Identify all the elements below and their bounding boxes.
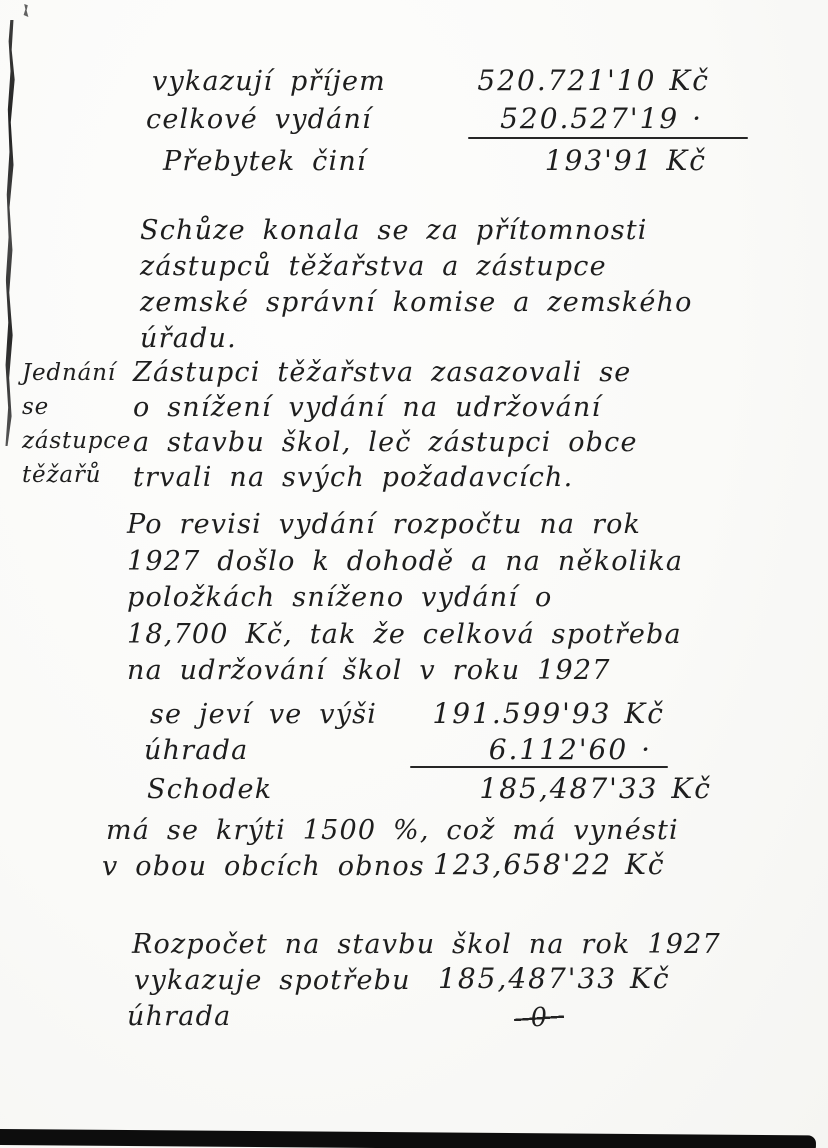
total-expense-label: celkové vydání bbox=[146, 104, 372, 135]
paragraph-negotiation bbox=[133, 355, 638, 495]
surcharge-both-villages-label: v obou obcích obnos bbox=[102, 851, 425, 882]
sum-underline-deficit bbox=[410, 766, 668, 768]
handwritten-line: úřadu. bbox=[140, 323, 237, 354]
handwritten-line: Schůze konala se za přítomnosti bbox=[140, 215, 648, 246]
construction-coverage-label: úhrada bbox=[127, 1001, 232, 1032]
construction-consumption-amount: 185,487'33 Kč bbox=[438, 962, 671, 995]
construction-budget-title: Rozpočet na stavbu škol na rok 1927 bbox=[132, 929, 721, 960]
income-amount: 520.721'10 Kč bbox=[477, 64, 710, 97]
sum-underline-top bbox=[468, 137, 748, 139]
paragraph-budget-revision bbox=[127, 507, 683, 690]
handwritten-line: a stavbu škol, leč zástupci obce bbox=[133, 427, 638, 458]
handwritten-line: na udržování škol v roku 1927 bbox=[127, 655, 611, 686]
handwritten-line: 18,700 Kč, tak že celková spotřeba bbox=[127, 618, 682, 650]
surplus-label: Přebytek činí bbox=[163, 146, 367, 177]
scan-left-edge-artifact bbox=[5, 20, 16, 446]
margin-note-line: těžařů bbox=[22, 462, 102, 488]
paragraph-meeting-presence bbox=[140, 213, 693, 357]
scan-corner-speck bbox=[23, 4, 29, 17]
handwritten-line: zástupců těžařstva a zástupce bbox=[140, 251, 607, 282]
handwritten-line: položkách sníženo vydání o bbox=[127, 582, 553, 613]
coverage-label: úhrada bbox=[144, 735, 249, 766]
margin-note-line: Jednání bbox=[22, 360, 116, 386]
handwritten-line: trvali na svých požadavcích. bbox=[133, 462, 574, 493]
handwritten-line: Zástupci těžařstva zasazovali se bbox=[133, 357, 632, 388]
margin-note bbox=[22, 356, 131, 492]
expense-height-label: se jeví ve výši bbox=[150, 699, 378, 730]
construction-coverage-crossed-zero: 0 bbox=[513, 1001, 565, 1034]
surcharge-line: má se krýti 1500 %, což má vynésti bbox=[106, 815, 679, 846]
handwritten-line: 1927 došlo k dohodě a na několika bbox=[127, 545, 684, 577]
construction-consumption-label: vykazuje spotřebu bbox=[134, 965, 411, 996]
coverage-amount: 6.112'60 · bbox=[488, 733, 652, 766]
handwritten-line: Po revisi vydání rozpočtu na rok bbox=[127, 509, 642, 540]
handwritten-line: zemské správní komise a zemského bbox=[140, 287, 693, 318]
surcharge-amount: 123,658'22 Kč bbox=[433, 848, 666, 881]
handwritten-line: o snížení vydání na udržování bbox=[133, 392, 602, 423]
total-expense-amount: 520.527'19 · bbox=[500, 102, 703, 135]
deficit-label: Schodek bbox=[147, 774, 273, 805]
margin-note-line: zástupce bbox=[22, 428, 132, 454]
income-label: vykazují příjem bbox=[152, 66, 386, 97]
deficit-amount: 185,487'33 Kč bbox=[479, 772, 712, 805]
margin-note-line: se bbox=[22, 394, 50, 420]
scan-bottom-black-bar bbox=[0, 1129, 816, 1148]
expense-height-amount: 191.599'93 Kč bbox=[432, 697, 665, 730]
surplus-amount: 193'91 Kč bbox=[544, 144, 707, 177]
